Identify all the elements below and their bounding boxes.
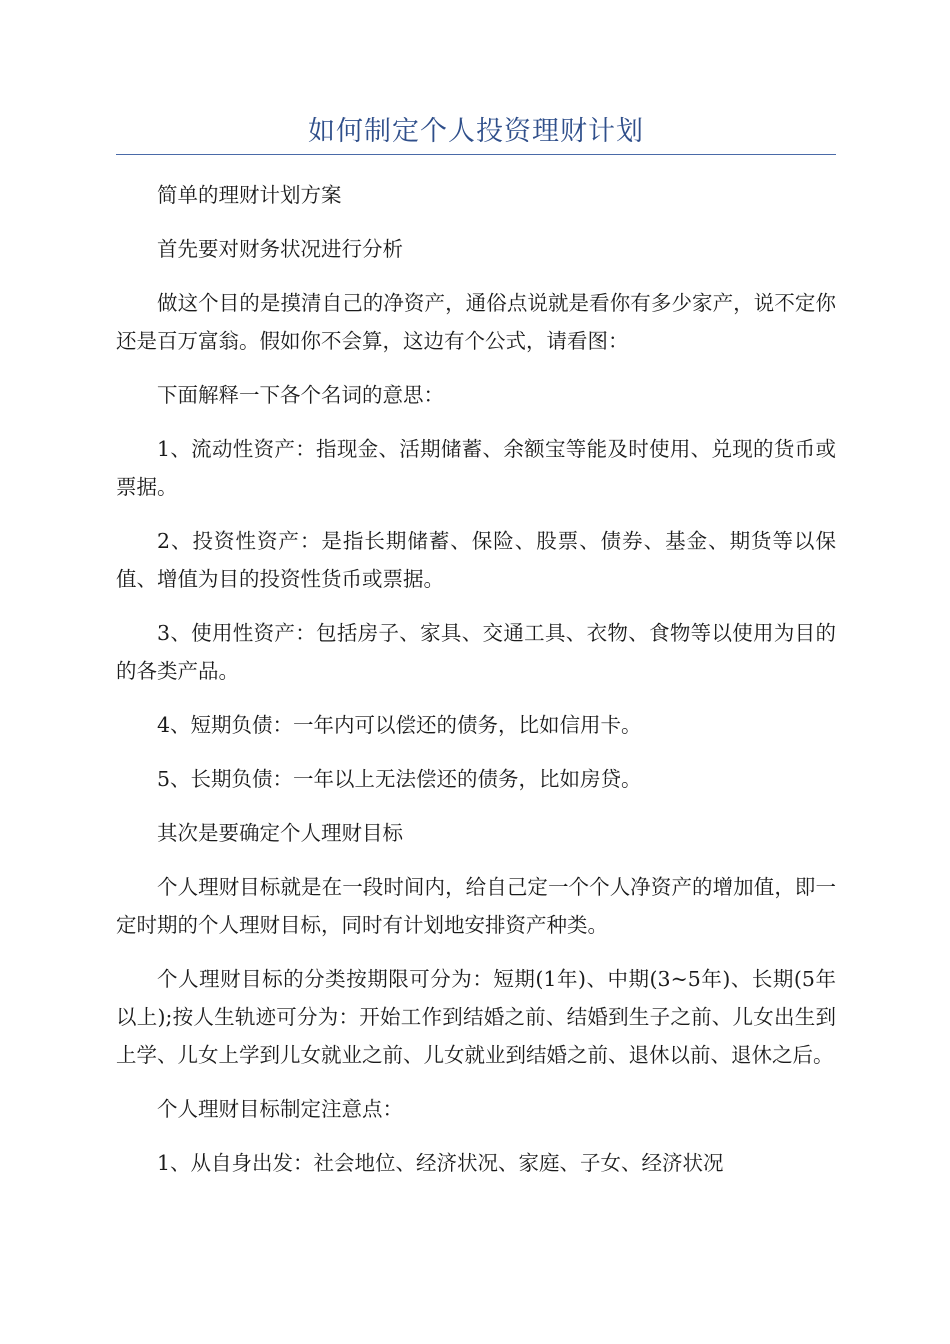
- paragraph: 个人理财目标制定注意点：: [157, 1097, 403, 1121]
- paragraph: 下面解释一下各个名词的意思：: [157, 383, 444, 407]
- paragraph: 1、流动性资产：指现金、活期储蓄、余额宝等能及时使用、兑现的货币或票据。: [116, 437, 836, 499]
- paragraph: 个人理财目标就是在一段时间内，给自己定一个个人净资产的增加值，即一定时期的个人理财目标，同时有计划地安排资产种类。: [116, 875, 836, 937]
- document-body: [116, 176, 836, 1198]
- paragraph: 3、使用性资产：包括房子、家具、交通工具、衣物、食物等以使用为目的的各类产品。: [116, 621, 836, 683]
- paragraph: 1、从自身出发：社会地位、经济状况、家庭、子女、经济状况: [157, 1151, 724, 1175]
- paragraph: 2、投资性资产：是指长期储蓄、保险、股票、债券、基金、期货等以保值、增值为目的投资性货币或票据。: [116, 529, 836, 591]
- paragraph: 首先要对财务状况进行分析: [157, 237, 403, 261]
- paragraph: 5、长期负债：一年以上无法偿还的债务，比如房贷。: [157, 767, 642, 791]
- document-title: 如何制定个人投资理财计划: [308, 116, 644, 147]
- paragraph: 做这个目的是摸清自己的净资产，通俗点说就是看你有多少家产，说不定你还是百万富翁。假如你不会算，这边有个公式，请看图：: [116, 291, 836, 353]
- paragraph: 简单的理财计划方案: [157, 183, 342, 207]
- paragraph: 4、短期负债：一年内可以偿还的债务，比如信用卡。: [157, 713, 642, 737]
- title-underline: [116, 154, 836, 155]
- paragraph: 其次是要确定个人理财目标: [157, 821, 403, 845]
- paragraph: 个人理财目标的分类按期限可分为：短期(1年)、中期(3~5年)、长期(5年以上);按人生轨迹可分为：开始工作到结婚之前、结婚到生子之前、儿女出生到上学、儿女上学到儿女就业之前、儿女就业到结婚之前、退休以前、退休之后。: [116, 967, 836, 1067]
